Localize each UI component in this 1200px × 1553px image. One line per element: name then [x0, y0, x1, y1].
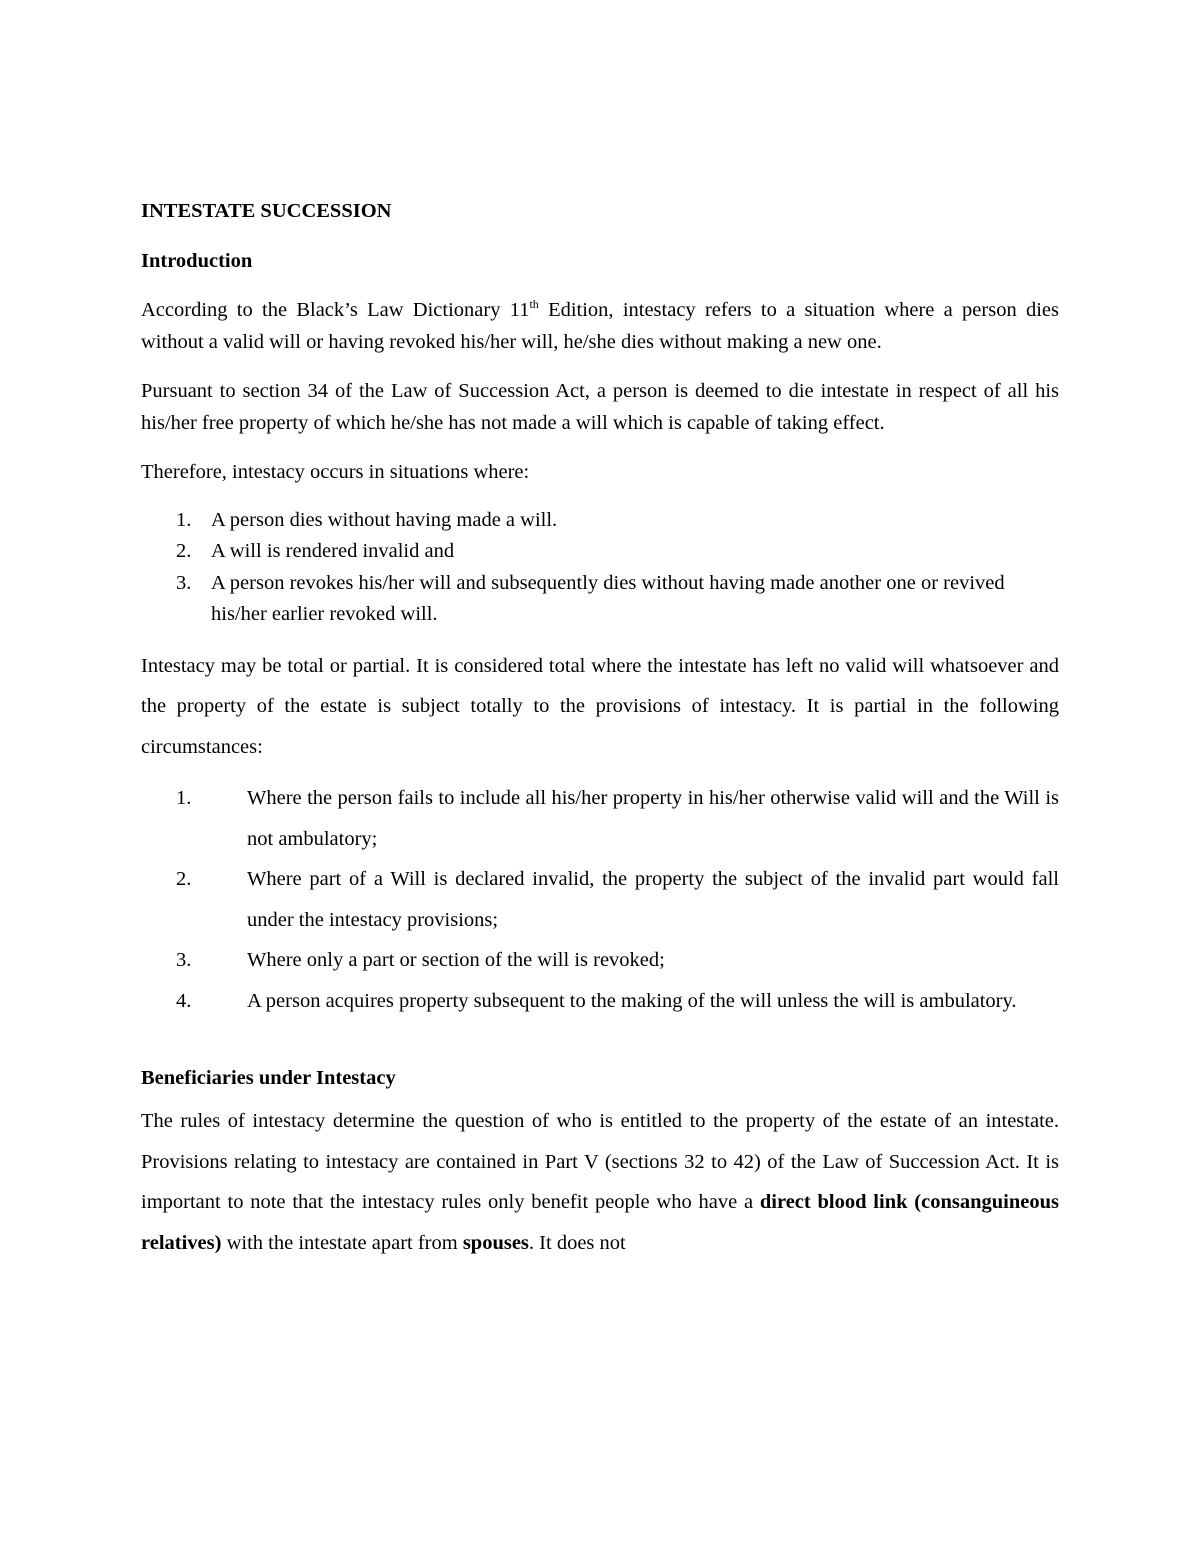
list-item-number: 2.	[176, 868, 192, 890]
list-item-text: Where only a part or section of the will is revoked;	[247, 949, 665, 971]
beneficiaries-text-1: The rules of intestacy determine the question of who is entitled to the property of the estate of an intestate. Provisions relating to intestacy are contained in Part V (sections 32 to 42) of the Law of Succession Act. It is important to note that the intestacy rules only benefit people who have a	[141, 1110, 1059, 1213]
list-item-text: A will is rendered invalid and	[211, 540, 455, 562]
beneficiaries-paragraph	[141, 1101, 1059, 1263]
list-item-text: Where the person fails to include all his/her property in his/her otherwise valid will and the Will is not ambulatory;	[247, 787, 1059, 850]
beneficiaries-text-3: . It does not	[528, 1231, 626, 1254]
spouses-emphasis: spouses	[462, 1231, 529, 1254]
situations-list	[141, 505, 1059, 631]
document-page	[141, 196, 1059, 1263]
intro-text-before-sup: According to the Black’s Law Dictionary 11	[141, 299, 530, 321]
list-item-number: 1.	[176, 787, 192, 809]
intro-paragraph-definition	[141, 295, 1059, 358]
list-item-number: 2.	[176, 540, 192, 562]
intro-paragraph-section-34: Pursuant to section 34 of the Law of Succession Act, a person is deemed to die intestate in respect of all his his/her free property of which he/she has not made a will which is capable of taking effect.	[141, 380, 1059, 434]
list-item-number: 1.	[176, 508, 192, 531]
list-item-text: A person revokes his/her will and subsequently dies without having made another one or revived his/her earlier revoked will.	[211, 571, 1005, 625]
beneficiaries-text-2: with the intestate apart from	[221, 1231, 463, 1254]
list-item	[141, 536, 1059, 568]
list-item-number: 4.	[176, 989, 192, 1012]
list-item	[141, 940, 1059, 981]
list-item	[141, 859, 1059, 940]
list-item-number: 3.	[176, 571, 192, 594]
intestacy-types-paragraph: Intestacy may be total or partial. It is considered total where the intestate has left no valid will whatsoever and the property of the estate is subject totally to the provisions of intestacy. It is partial in the following circumstances:	[141, 654, 1059, 758]
partial-circumstances-list	[141, 778, 1059, 1021]
intro-text-after-sup: Edition, intestacy refers to a situation where a person dies without a valid will or having revoked his/her will, he/she dies without making a new one.	[141, 299, 1059, 353]
ordinal-superscript: th	[529, 297, 539, 311]
beneficiaries-heading: Beneficiaries under Intestacy	[141, 1067, 396, 1089]
list-item	[141, 568, 1059, 631]
list-item-text: A person acquires property subsequent to the making of the will unless the will is ambulatory.	[247, 989, 1017, 1012]
intro-paragraph-situations: Therefore, intestacy occurs in situations where:	[141, 461, 530, 483]
list-item	[141, 778, 1059, 859]
blood-link-emphasis: direct blood link (consanguineous relatives)	[141, 1191, 1059, 1254]
introduction-heading: Introduction	[141, 250, 253, 272]
list-item-number: 3.	[176, 949, 192, 971]
list-item	[141, 505, 1059, 537]
list-item-text: A person dies without having made a will.	[211, 508, 558, 531]
list-item	[141, 981, 1059, 1022]
list-item-text: Where part of a Will is declared invalid, the property the subject of the invalid part would fall under the intestacy provisions;	[247, 868, 1059, 931]
document-title: INTESTATE SUCCESSION	[141, 200, 392, 222]
